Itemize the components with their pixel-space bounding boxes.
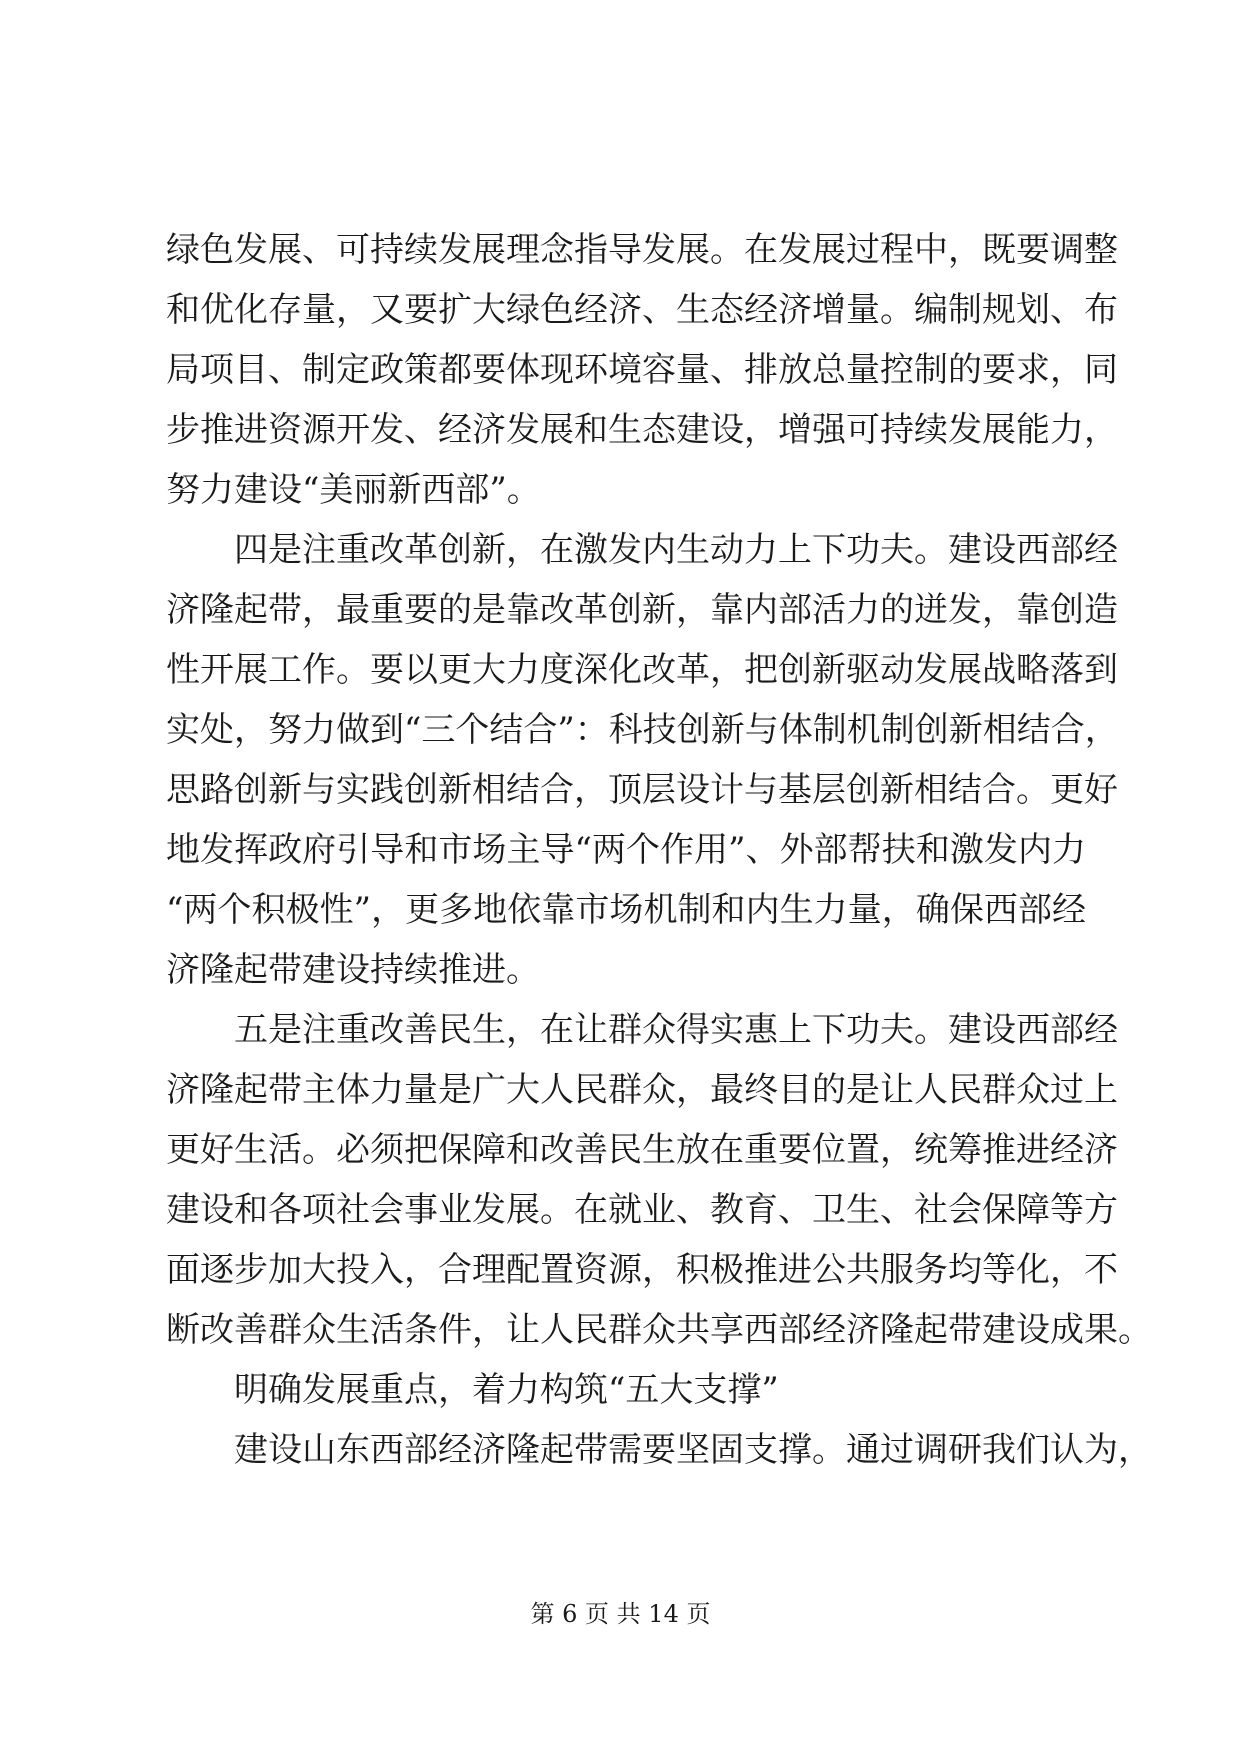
- text-line: 和优化存量，又要扩大绿色经济、生态经济增量。编制规划、布: [166, 290, 1118, 330]
- text-line: 努力建设“美丽新西部”。: [166, 470, 541, 510]
- text-line: 建设和各项社会事业发展。在就业、教育、卫生、社会保障等方: [166, 1190, 1118, 1230]
- text-line: 性开展工作。要以更大力度深化改革，把创新驱动发展战略落到: [166, 650, 1118, 690]
- text-line: 济隆起带主体力量是广大人民群众，最终目的是让人民群众过上: [166, 1070, 1118, 1110]
- paragraph-first-line: 五是注重改善民生，在让群众得实惠上下功夫。建设西部经: [234, 1010, 1118, 1050]
- text-line: 更好生活。必须把保障和改善民生放在重要位置，统筹推进经济: [166, 1130, 1118, 1170]
- text-line: 实处，努力做到“三个结合”：科技创新与体制机制创新相结合，: [166, 710, 1119, 750]
- text-line: “两个积极性”，更多地依靠市场机制和内生力量，确保西部经: [166, 890, 1086, 930]
- text-line: 步推进资源开发、经济发展和生态建设，增强可持续发展能力，: [166, 410, 1118, 450]
- text-line: 思路创新与实践创新相结合，顶层设计与基层创新相结合。更好: [166, 770, 1118, 810]
- text-line: 济隆起带建设持续推进。: [166, 950, 540, 990]
- text-line: 济隆起带，最重要的是靠改革创新，靠内部活力的迸发，靠创造: [166, 590, 1118, 630]
- page-number-footer: 第 6 页 共 14 页: [530, 1600, 711, 1628]
- paragraph-first-line: 四是注重改革创新，在激发内生动力上下功夫。建设西部经: [234, 530, 1118, 570]
- section-heading: 明确发展重点，着力构筑“五大支撑”: [234, 1370, 779, 1410]
- text-line: 绿色发展、可持续发展理念指导发展。在发展过程中，既要调整: [166, 230, 1118, 270]
- paragraph-first-line: 建设山东西部经济隆起带需要坚固支撑。通过调研我们认为，: [234, 1430, 1152, 1470]
- text-line: 局项目、制定政策都要体现环境容量、排放总量控制的要求，同: [166, 350, 1118, 390]
- text-line: 面逐步加大投入，合理配置资源，积极推进公共服务均等化，不: [166, 1250, 1118, 1290]
- text-line: 断改善群众生活条件，让人民群众共享西部经济隆起带建设成果。: [166, 1310, 1152, 1350]
- text-line: 地发挥政府引导和市场主导“两个作用”、外部帮扶和激发内力: [166, 830, 1086, 870]
